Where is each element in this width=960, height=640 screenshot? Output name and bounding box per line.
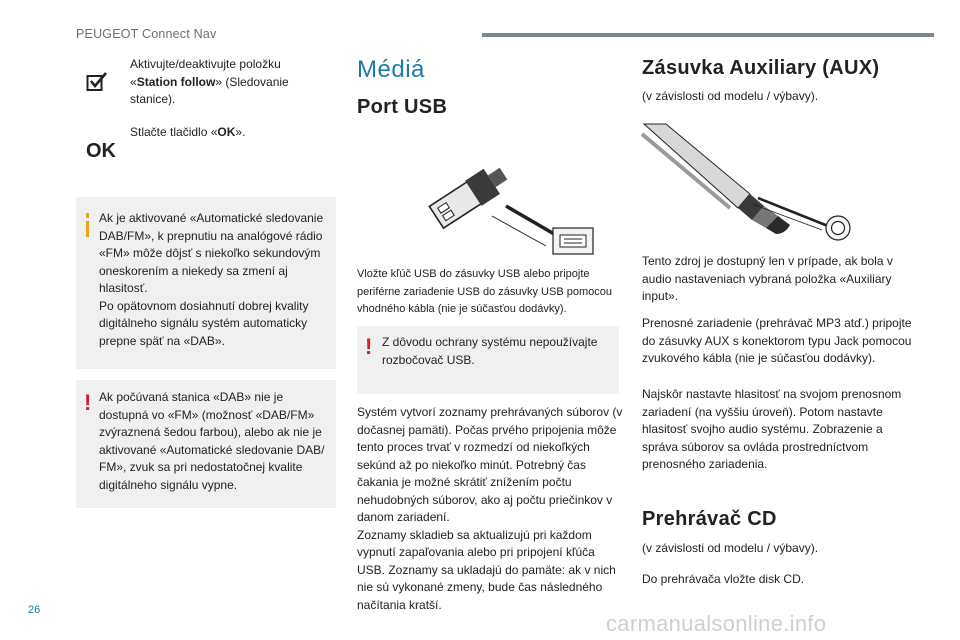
aux-jack-illustration xyxy=(640,122,860,246)
header-rule xyxy=(482,33,934,37)
usb-body-text: Systém vytvorí zoznamy prehrávaných súborov (v dočasnej pamäti). Počas prvého pripojenia môže tento proces trvať v rozmedzí od niekoľkých sekúnd až po niekoľko minút. Potrebný čas čakania je možné skrátiť znížením počtu nehudobných súborov, ako aj počtu priečinkov v danom zariadení. Zoznamy skladieb sa aktualizujú pri každom vypnutí zapaľovania alebo pri pripojení kľúča USB. Zoznamy sa ukladajú do pamäte: ak v nich nie sú vykonané zmeny, bude čas následného načítania kratší. xyxy=(357,405,623,612)
watermark: carmanualsonline.info xyxy=(606,611,827,636)
cd-availability-note: (v závislosti od modelu / výbavy). xyxy=(642,541,819,555)
info-box xyxy=(76,197,336,369)
info-icon xyxy=(86,221,89,237)
usb-key-illustration xyxy=(356,134,596,258)
page-number: 26 xyxy=(28,604,41,616)
usb-caption: Vložte kľúč USB do zásuvky USB alebo pripojte periférne zariadenie USB do zásuvky USB pomocou vhodného kábla (nie je súčasťou dodávky). xyxy=(357,268,612,315)
info-text: Ak je aktivované «Automatické sledovanie DAB/FM», k prepnutiu na analógové rádio «FM» môže dôjsť s niekoľko sekundovým oneskorením a niekedy sa zmení aj hlasitosť. Po opätovnom dosiahnutí dobrej kvality digitálneho signálu systém automaticky prepne späť na «DAB». xyxy=(99,211,324,348)
section-title-aux: Zásuvka Auxiliary (AUX) xyxy=(642,57,880,79)
aux-paragraph-2: Prenosné zariadenie (prehrávač MP3 atď.) pripojte do zásuvky AUX s konektorom typu Jack pomocou zvukového kábla (nie je súčasťou dodávky). xyxy=(642,316,912,365)
header-title: PEUGEOT Connect Nav xyxy=(76,27,217,41)
usb-warning-text: Z dôvodu ochrany systému nepoužívajte rozbočovač USB. xyxy=(382,335,598,367)
section-title-usb: Port USB xyxy=(357,96,448,118)
aux-paragraph-3: Najskôr nastavte hlasitosť na svojom prenosnom zariadení (na vyššiu úroveň). Potom nastavte hlasitosť svojho audio systému. Zobrazenie a správa súborov sa ovláda prostredníctvom prenosného zariadenia. xyxy=(642,387,902,471)
warning-text: Ak počúvaná stanica «DAB» nie je dostupná vo «FM» (možnosť «DAB/FM» zvýraznená šedou farbou), alebo ak nie je aktivované «Automatické sledovanie DAB/ FM», zvuk sa pri nedostatočnej kvalite digitálneho signálu vypne. xyxy=(99,390,325,492)
section-title-media: Médiá xyxy=(357,56,425,83)
warning-box xyxy=(76,380,336,508)
cd-paragraph-1: Do prehrávača vložte disk CD. xyxy=(642,572,805,586)
checkbox-checked-icon xyxy=(86,72,108,92)
ok-icon: OK xyxy=(86,140,116,162)
warning-icon: ! xyxy=(84,390,92,415)
info-icon-dot xyxy=(86,213,89,218)
ok-instruction: Stlačte tlačidlo «OK». xyxy=(130,125,246,139)
warning-icon: ! xyxy=(365,334,373,359)
aux-availability-note: (v závislosti od modelu / výbavy). xyxy=(642,89,819,103)
station-follow-text: Aktivujte/deaktivujte položku «Station follow» (Sledovanie stanice). xyxy=(130,57,289,106)
aux-paragraph-1: Tento zdroj je dostupný len v prípade, ak bola v audio nastaveniach vybraná položka «Auxiliary input». xyxy=(642,254,893,303)
usb-warning-box xyxy=(357,326,619,394)
section-title-cd: Prehrávač CD xyxy=(642,508,777,530)
